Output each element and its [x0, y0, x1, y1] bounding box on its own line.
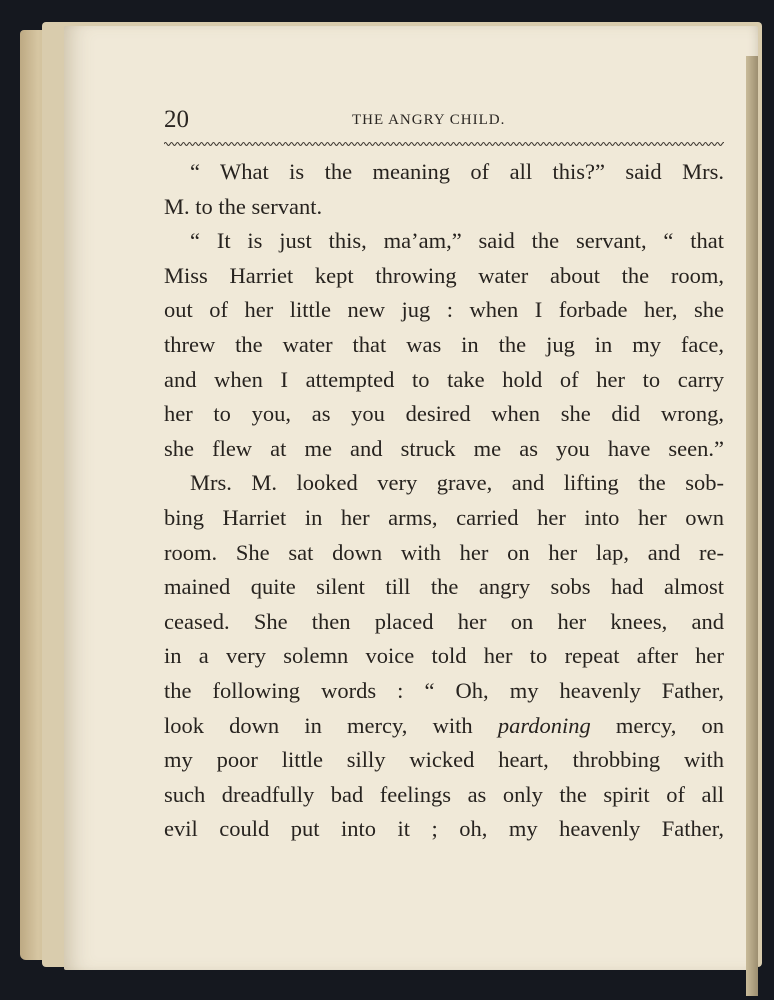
- page-header: [164, 104, 724, 138]
- text-line: in a very solemn voice told her to repeat after her: [164, 643, 724, 669]
- page-fore-edge: [746, 56, 758, 996]
- text-segment: look down in mercy, with: [164, 712, 498, 738]
- text-line: such dreadfully bad feelings as only the spirit of all: [164, 781, 724, 807]
- text-line: the following words : “ Oh, my heavenly Father,: [164, 677, 724, 703]
- text-segment: mercy, on: [590, 712, 724, 738]
- text-line: Miss Harriet kept throwing water about the room,: [164, 262, 724, 288]
- text-line: she flew at me and struck me as you have seen.”: [164, 435, 724, 461]
- text-line: Mrs. M. looked very grave, and lifting the sob-: [190, 470, 724, 496]
- text-line: out of her little new jug : when I forbade her, she: [164, 297, 724, 323]
- text-line: and when I attempted to take hold of her to carry: [164, 366, 724, 392]
- text-line: evil could put into it ; oh, my heavenly Father,: [164, 816, 724, 842]
- text-line: bing Harriet in her arms, carried her into her own: [164, 504, 724, 530]
- text-line: “ What is the meaning of all this?” said Mrs.: [190, 159, 724, 184]
- italic-word: pardoning: [497, 712, 591, 738]
- text-line: “ It is just this, ma’am,” said the servant, “ that: [190, 228, 724, 254]
- text-line: mained quite silent till the angry sobs had almost: [164, 574, 724, 600]
- text-line: [164, 709, 724, 744]
- page-number: 20: [164, 106, 189, 133]
- text-line: her to you, as you desired when she did wrong,: [164, 401, 724, 427]
- text-line: M. to the servant.: [164, 193, 323, 219]
- wavy-rule: [164, 137, 724, 151]
- body-text: [164, 155, 724, 847]
- text-line: ceased. She then placed her on her knees, and: [164, 608, 724, 634]
- text-line: my poor little silly wicked heart, throbbing with: [164, 747, 724, 773]
- text-line: threw the water that was in the jug in my face,: [164, 331, 724, 357]
- running-title: THE ANGRY CHILD.: [352, 112, 506, 128]
- text-line: room. She sat down with her on her lap, and re-: [164, 539, 724, 565]
